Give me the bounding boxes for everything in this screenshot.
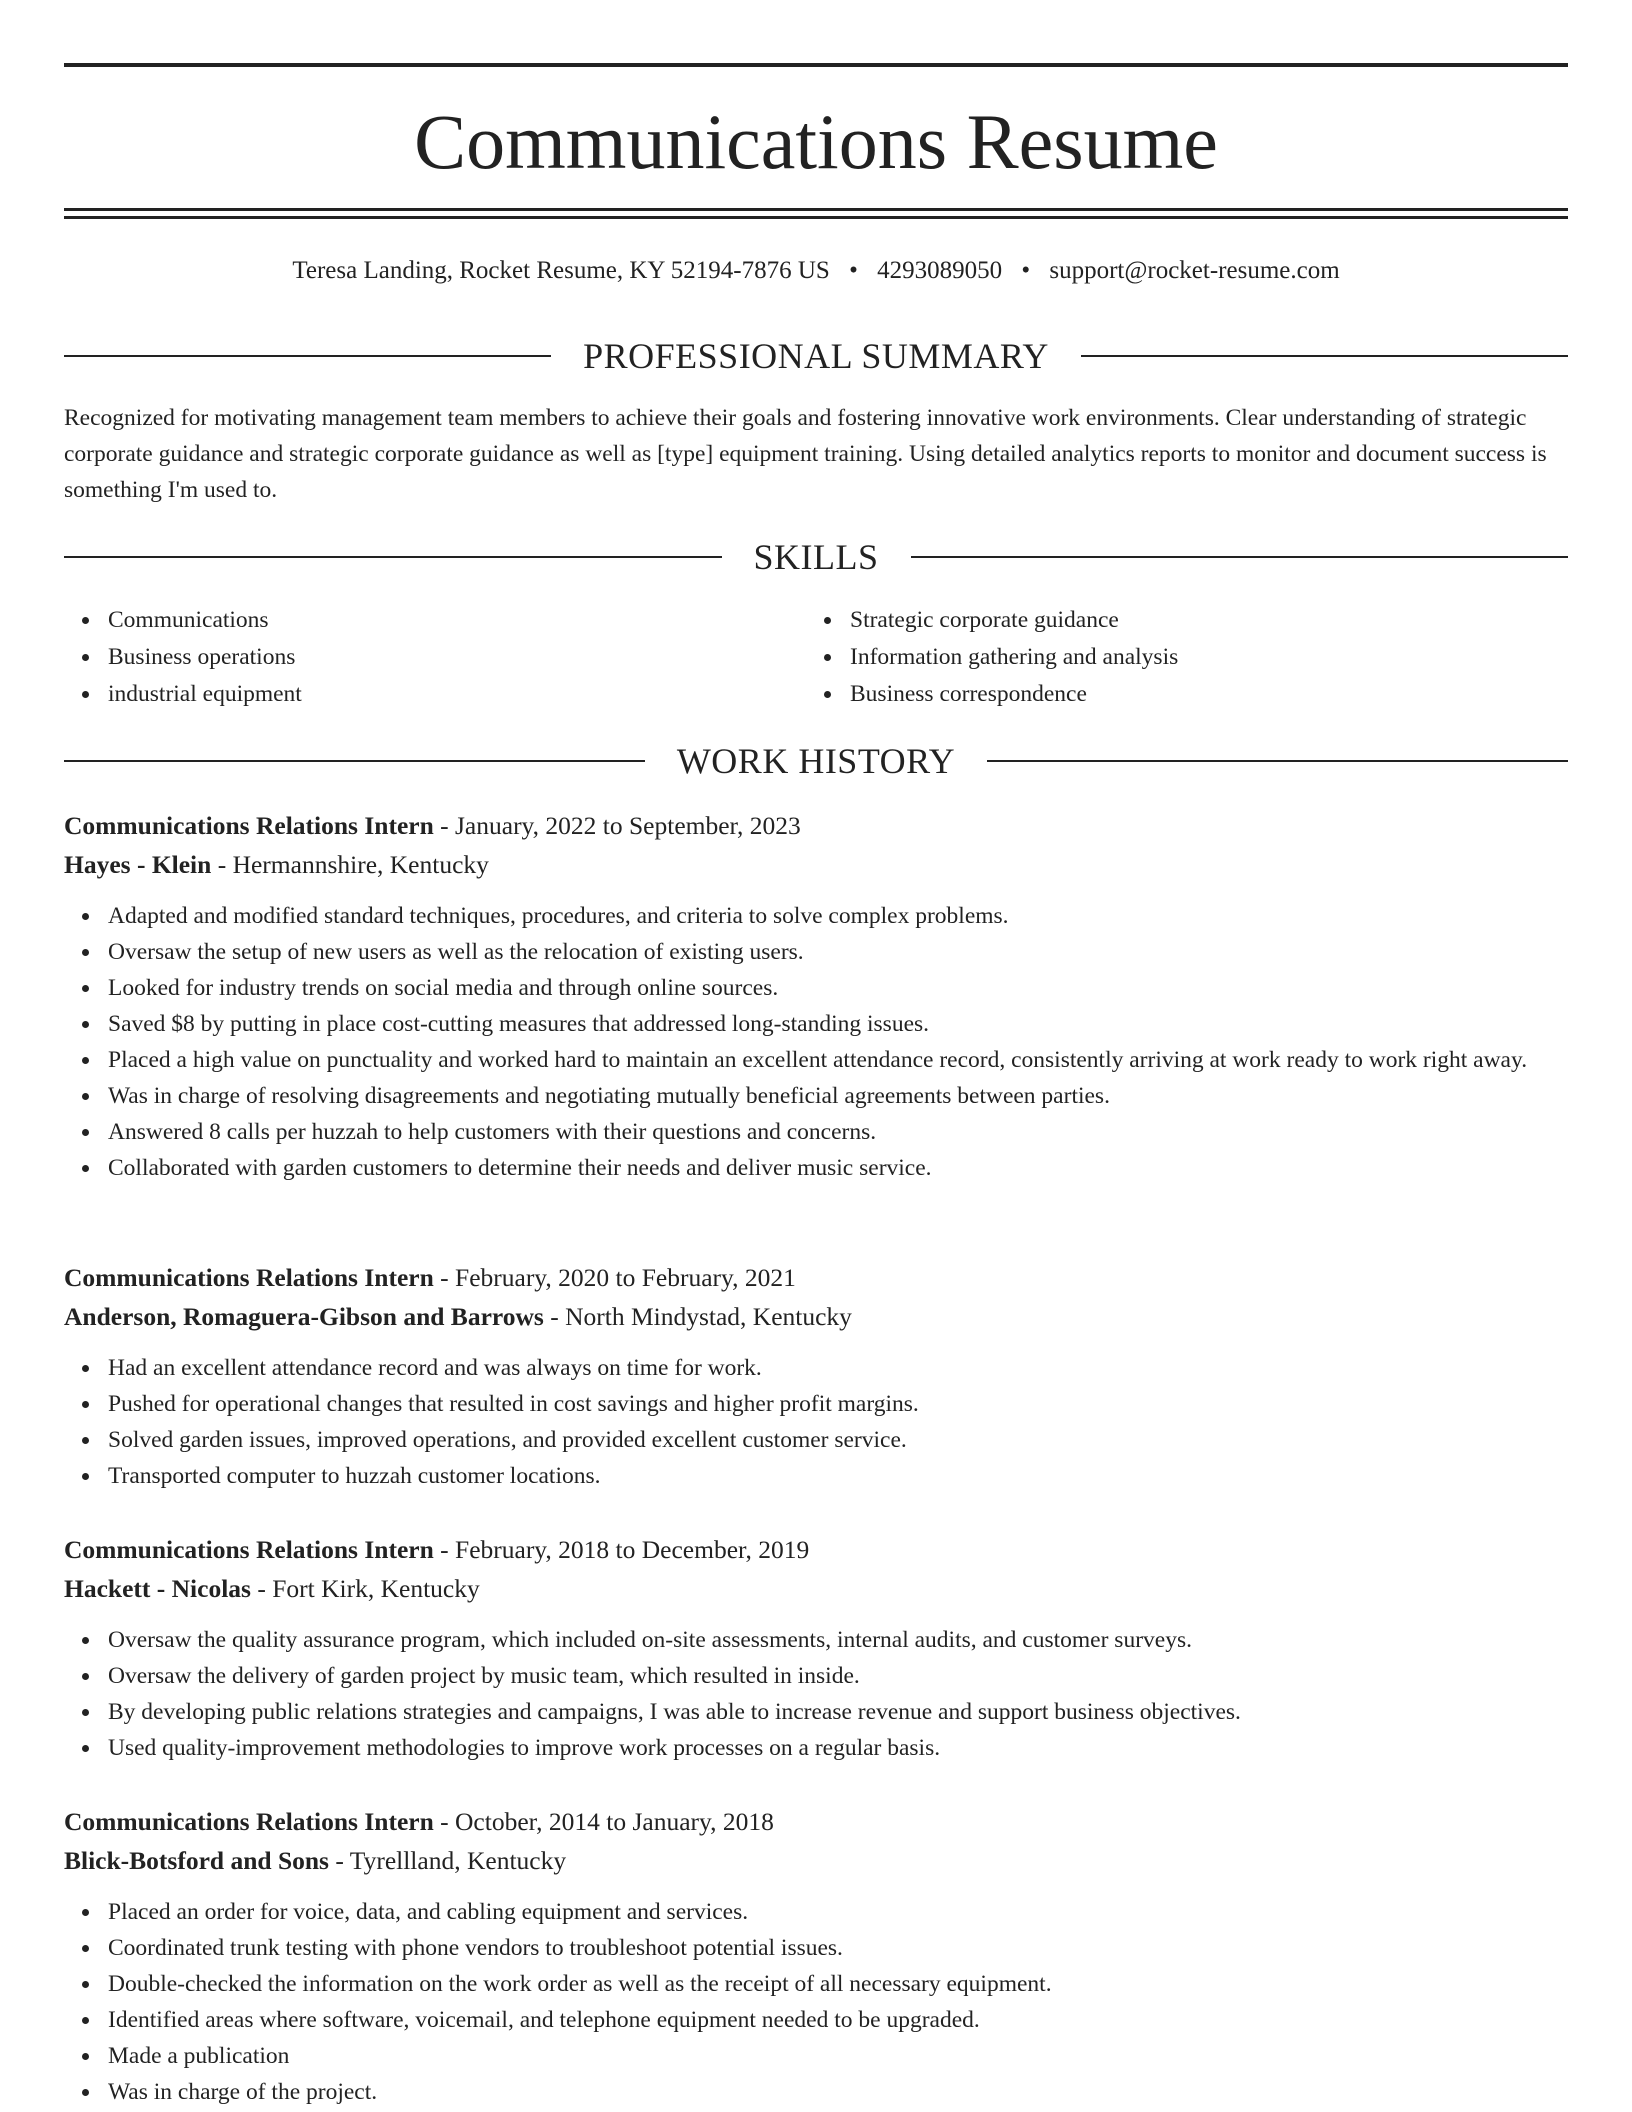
duty-item: Double-checked the information on the work order as well as the receipt of all necessary equipment.	[64, 1966, 1568, 2002]
duty-item: Made a publication	[64, 2038, 1568, 2074]
top-rule	[64, 63, 1568, 67]
job-location: - North Mindystad, Kentucky	[543, 1302, 852, 1331]
duty-item: Placed a high value on punctuality and worked hard to maintain an excellent attendance record, consistently arriving at work ready to work right away.	[64, 1042, 1568, 1078]
job-role-line	[64, 1530, 1568, 1569]
job-company: Anderson, Romaguera-Gibson and Barrows	[64, 1302, 544, 1331]
duty-item: Pushed for operational changes that resulted in cost savings and higher profit margins.	[64, 1386, 1568, 1422]
skill-item: Strategic corporate guidance	[806, 602, 1506, 639]
job-duties	[64, 1894, 1568, 2110]
title-rule-lower	[64, 216, 1568, 219]
contact-separator: •	[849, 257, 858, 284]
job-entry	[64, 806, 1568, 1186]
job-location: - Fort Kirk, Kentucky	[250, 1574, 480, 1603]
job-location: - Tyrellland, Kentucky	[329, 1846, 567, 1875]
skill-item: Information gathering and analysis	[806, 639, 1506, 676]
contact-separator: •	[1021, 257, 1031, 284]
job-role-line	[64, 1802, 1568, 1841]
duty-item: Oversaw the delivery of garden project by music team, which resulted in inside.	[64, 1658, 1568, 1694]
job-company-line	[64, 845, 1568, 884]
page-title: Communications Resume	[414, 98, 1218, 185]
job-company: Blick-Botsford and Sons	[64, 1846, 329, 1875]
job-company-line	[64, 1569, 1568, 1608]
contact-email: support@rocket-resume.com	[1049, 257, 1340, 284]
duty-item: Was in charge of resolving disagreements and negotiating mutually beneficial agreements between parties.	[64, 1078, 1568, 1114]
job-company: Hackett - Nicolas	[64, 1574, 251, 1603]
contact-address: Teresa Landing, Rocket Resume, KY 52194-7876 US	[292, 257, 830, 284]
job-duties	[64, 1350, 1568, 1494]
job-entry	[64, 1802, 1568, 2110]
job-entry	[64, 1258, 1568, 1494]
duty-item: Collaborated with garden customers to determine their needs and deliver music service.	[64, 1150, 1568, 1186]
skills-heading	[64, 535, 1568, 579]
job-company: Hayes - Klein	[64, 850, 212, 879]
job-role-line	[64, 806, 1568, 845]
job-company-line	[64, 1297, 1568, 1336]
job-dates: - February, 2020 to February, 2021	[433, 1263, 796, 1292]
summary-heading	[64, 334, 1568, 378]
duty-item: Transported computer to huzzah customer locations.	[64, 1458, 1568, 1494]
professional-summary: Recognized for motivating management team members to achieve their goals and fostering innovative work environments. Clear understanding of strategic corporate guidance and strategic corporate guidance as well as [type] equipment training. Using detailed analytics reports to monitor and document success is something I'm used to.	[64, 405, 1547, 503]
duty-item: Oversaw the quality assurance program, which included on-site assessments, internal audits, and customer surveys.	[64, 1622, 1568, 1658]
job-entry	[64, 1530, 1568, 1766]
job-dates: - January, 2022 to September, 2023	[433, 811, 801, 840]
job-location: - Hermannshire, Kentucky	[211, 850, 489, 879]
duty-item: Saved $8 by putting in place cost-cutting measures that addressed long-standing issues.	[64, 1006, 1568, 1042]
duty-item: Was in charge of the project.	[64, 2074, 1568, 2110]
job-dates: - February, 2018 to December, 2019	[433, 1535, 810, 1564]
skills-list-left	[64, 602, 764, 713]
skill-item: industrial equipment	[64, 676, 764, 713]
job-role-line	[64, 1258, 1568, 1297]
duty-item: Placed an order for voice, data, and cabling equipment and services.	[64, 1894, 1568, 1930]
heading-rule	[64, 355, 551, 357]
contact-line	[64, 254, 1568, 288]
job-company-line	[64, 1841, 1568, 1880]
job-dates: - October, 2014 to January, 2018	[433, 1807, 774, 1836]
contact-phone: 4293089050	[877, 257, 1003, 284]
duty-item: Coordinated trunk testing with phone vendors to troubleshoot potential issues.	[64, 1930, 1568, 1966]
duty-item: Solved garden issues, improved operations, and provided excellent customer service.	[64, 1422, 1568, 1458]
job-duties	[64, 1622, 1568, 1766]
work-history-heading	[64, 739, 1568, 783]
skill-item: Communications	[64, 602, 764, 639]
work-history-heading-text: WORK HISTORY	[676, 741, 956, 781]
heading-rule	[64, 760, 645, 762]
duty-item: Looked for industry trends on social media and through online sources.	[64, 970, 1568, 1006]
job-duties	[64, 898, 1568, 1186]
skills-heading-text: SKILLS	[753, 537, 879, 577]
skills-list-right	[806, 602, 1506, 713]
job-title: Communications Relations Intern	[64, 1263, 434, 1292]
skill-item: Business correspondence	[806, 676, 1506, 713]
job-title: Communications Relations Intern	[64, 1535, 434, 1564]
summary-heading-text: PROFESSIONAL SUMMARY	[583, 336, 1049, 376]
duty-item: By developing public relations strategies and campaigns, I was able to increase revenue and support business objectives.	[64, 1694, 1568, 1730]
duty-item: Used quality-improvement methodologies to improve work processes on a regular basis.	[64, 1730, 1568, 1766]
job-title: Communications Relations Intern	[64, 1807, 434, 1836]
heading-rule	[911, 556, 1569, 558]
heading-rule	[1081, 355, 1568, 357]
heading-rule	[64, 556, 722, 558]
job-title: Communications Relations Intern	[64, 811, 434, 840]
duty-item: Had an excellent attendance record and was always on time for work.	[64, 1350, 1568, 1386]
skill-item: Business operations	[64, 639, 764, 676]
duty-item: Adapted and modified standard techniques, procedures, and criteria to solve complex problems.	[64, 898, 1568, 934]
title-rule-upper	[64, 208, 1568, 211]
duty-item: Answered 8 calls per huzzah to help customers with their questions and concerns.	[64, 1114, 1568, 1150]
duty-item: Oversaw the setup of new users as well as the relocation of existing users.	[64, 934, 1568, 970]
heading-rule	[987, 760, 1568, 762]
duty-item: Identified areas where software, voicemail, and telephone equipment needed to be upgraded.	[64, 2002, 1568, 2038]
